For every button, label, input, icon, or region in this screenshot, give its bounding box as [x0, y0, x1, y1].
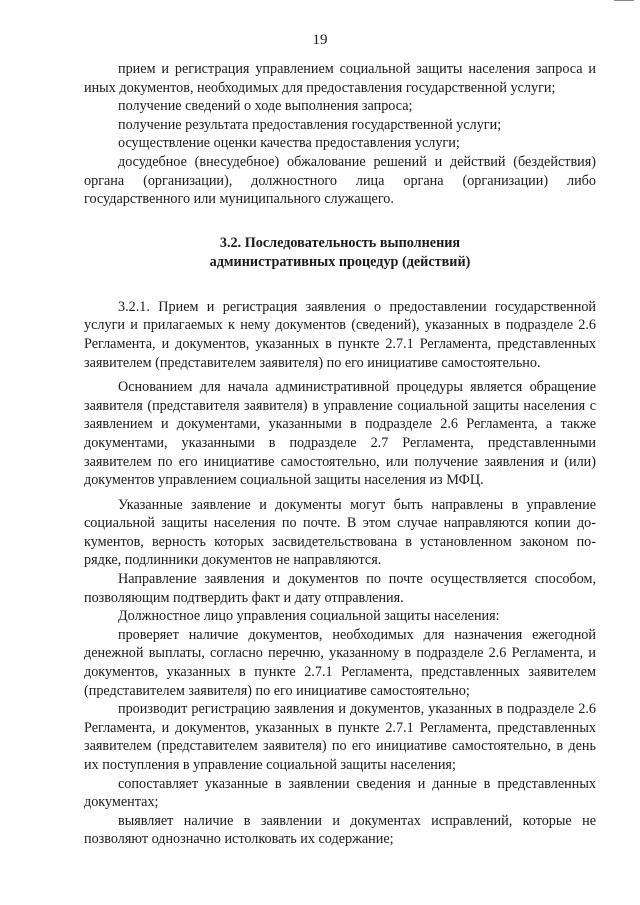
paragraph: Должностное лицо управления социальной защиты населения:	[118, 608, 500, 625]
intro-item: досудебное (внесудебное) обжалование решений и действий (бездействия) органа (организации), должностного лица органа (организации) либо государственного или муниципального служащего.	[84, 153, 596, 208]
intro-item: получение сведений о ходе выполнения запроса;	[118, 98, 413, 115]
intro-item: прием и регистрация управлением социальной защиты населения запроса и иных документов, необходимых для предоставления государственной услуги;	[84, 61, 596, 96]
scan-corner-mark	[614, 0, 634, 4]
document-body	[84, 60, 596, 849]
paragraph: Основанием для начала административной процедуры является обращение заявителя (представителя заявителя) в управление социальной защиты населения с заявлением и документами, указанными в подразделе 2.6 Регламента, а также документами, указанными в подразделе 2.7 Регламента, представленными заявителем по его инициативе самостоятельно, или получение заявления и (или) документов управлением социальной защиты населения из МФЦ.	[84, 379, 596, 489]
paragraph: выявляет наличие в заявлении и документах исправлений, которые не позволяют однозначно истолковать их содержание;	[84, 812, 596, 848]
intro-item: получение результата предоставления государственной услуги;	[118, 116, 502, 133]
section-heading	[84, 234, 596, 272]
paragraph: проверяет наличие документов, необходимых для назначения ежегодной денежной выплаты, согласно перечню, указанному в подразделе 2.6 Регламента, и документов, указанных в пункте 2.7.1 Регламента, представленных заявителем (представителем заявителя) по его инициативе самостоятельно;	[84, 626, 596, 699]
intro-item: осуществление оценки качества предоставления услуги;	[118, 135, 460, 152]
page-number: 19	[312, 32, 328, 48]
section-heading-line: административных процедур (действий)	[209, 253, 471, 270]
paragraph: производит регистрацию заявления и документов, указанных в подразделе 2.6 Регламента, и документов, указанных в пункте 2.7.1 Регламента, представленных заявителем (представителем заявителя) по его инициативе самостоятельно, в день их поступления в управление социальной защиты населения;	[84, 701, 596, 773]
paragraph: Указанные заявление и документы могут быть направлены в управление социальной защиты населения по почте. В этом случае направляются копии документов, верность которых засвидетельствована в установленном законом порядке, подлинники документов не направляются.	[84, 496, 596, 569]
paragraph: сопоставляет указанные в заявлении сведения и данные в представленных документах;	[84, 775, 596, 811]
paragraph: Направление заявления и документов по почте осуществляется способом, позволяющим подтвердить факт и дату отправления.	[84, 571, 596, 606]
section-heading-line: 3.2. Последовательность выполнения	[219, 234, 461, 251]
paragraph-3-2-1: 3.2.1. Прием и регистрация заявления о предоставлении государственной услуги и прилагаемых к нему документов (сведений), указанных в подразделе 2.6 Регламента, и документов, указанных в пункте 2.7.1 Регламента, представленных заявителем (представителем заявителя) по его инициативе самостоятельно.	[84, 298, 596, 371]
